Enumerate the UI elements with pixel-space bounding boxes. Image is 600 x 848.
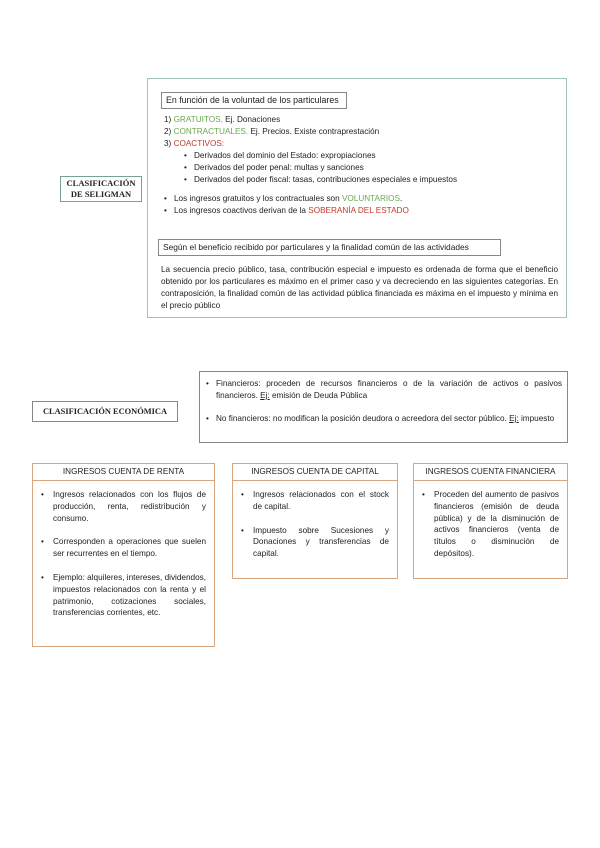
note-voluntarios: • Los ingresos gratuitos y los contractuales son VOLUNTARIOS. <box>174 193 559 205</box>
renta-account-title: INGRESOS CUENTA DE RENTA <box>32 463 215 481</box>
capital-item: • Impuesto sobre Sucesiones y Donaciones y transferencias de capital. <box>253 525 389 560</box>
beneficio-paragraph: La secuencia precio público, tasa, contribución especial e impuesto es ordenada de forma que el beneficio obtenido por los particulares es máximo en el primer caso y va decreciendo en las siguientes categorías. En contraposición, la finalidad común de las actividad pública financiada es máxima en el impuesto y mínima en el precio público <box>161 265 558 310</box>
renta-item: • Ingresos relacionados con los flujos de producción, renta, redistribución y consumo. <box>53 489 206 524</box>
type-name-contractuales: CONTRACTUALES. <box>173 127 249 136</box>
financiera-account-body <box>413 481 568 579</box>
soberania-highlight: SOBERANÍA DEL ESTADO <box>308 206 409 215</box>
economica-item-no-financieros: • No financieros: no modifican la posición deudora o acreedora del sector público. Ej: impuesto <box>216 413 562 425</box>
renta-item: • Corresponden a operaciones que suelen ser recurrentes en el tiempo. <box>53 536 206 560</box>
coactivos-sublist <box>164 150 559 186</box>
economica-list <box>216 378 562 436</box>
type-name-gratuitos: GRATUITOS. <box>173 115 223 124</box>
seligman-classification-label: CLASIFICACIÓN DE SELIGMAN <box>60 176 142 202</box>
renta-account-body <box>32 481 215 647</box>
renta-item: • Ejemplo: alquileres, intereses, dividendos, impuestos relacionados con la renta y el patrimonio, cotizaciones sociales, transferencias corrientes, etc. <box>53 572 206 619</box>
coactivos-item: • Derivados del poder fiscal: tasas, contribuciones especiales e impuestos <box>194 174 559 186</box>
capital-item: • Ingresos relacionados con el stock de capital. <box>253 489 389 513</box>
type-name-coactivos: COACTIVOS: <box>173 139 225 148</box>
note-soberania: • Los ingresos coactivos derivan de la SOBERANÍA DEL ESTADO <box>174 205 559 217</box>
capital-account-title: INGRESOS CUENTA DE CAPITAL <box>232 463 398 481</box>
financiera-item: • Proceden del aumento de pasivos financieros (emisión de deuda pública) y de la disminución de activos financieros (venta de títulos o disminución de depósitos). <box>434 489 559 560</box>
coactivos-item: • Derivados del poder penal: multas y sanciones <box>194 162 559 174</box>
voluntad-subheading: En función de la voluntad de los particulares <box>161 92 347 109</box>
type-number: 2) <box>164 127 172 136</box>
type-gratuitos <box>164 114 559 126</box>
capital-account-body <box>232 481 398 579</box>
coactivos-item: • Derivados del dominio del Estado: expropiaciones <box>194 150 559 162</box>
type-contractuales <box>164 126 559 138</box>
economica-classification-label: CLASIFICACIÓN ECONÓMICA <box>32 401 178 422</box>
voluntarios-highlight: VOLUNTARIOS <box>341 194 401 203</box>
type-number: 1) <box>164 115 172 124</box>
economica-item-financieros: • Financieros: proceden de recursos financieros o de la variación de activos o pasivos financieros. Ej: emisión de Deuda Pública <box>216 378 562 402</box>
beneficio-subheading: Según el beneficio recibido por particulares y la finalidad común de las actividades <box>158 239 501 256</box>
voluntad-types-list <box>164 114 559 186</box>
type-number: 3) <box>164 139 172 148</box>
financiera-account-title: INGRESOS CUENTA FINANCIERA <box>413 463 568 481</box>
type-desc-gratuitos: Ej. Donaciones <box>222 115 281 124</box>
type-coactivos <box>164 138 559 150</box>
voluntad-notes <box>174 193 559 217</box>
type-desc-contractuales: Ej. Precios. Existe contraprestación <box>248 127 380 136</box>
